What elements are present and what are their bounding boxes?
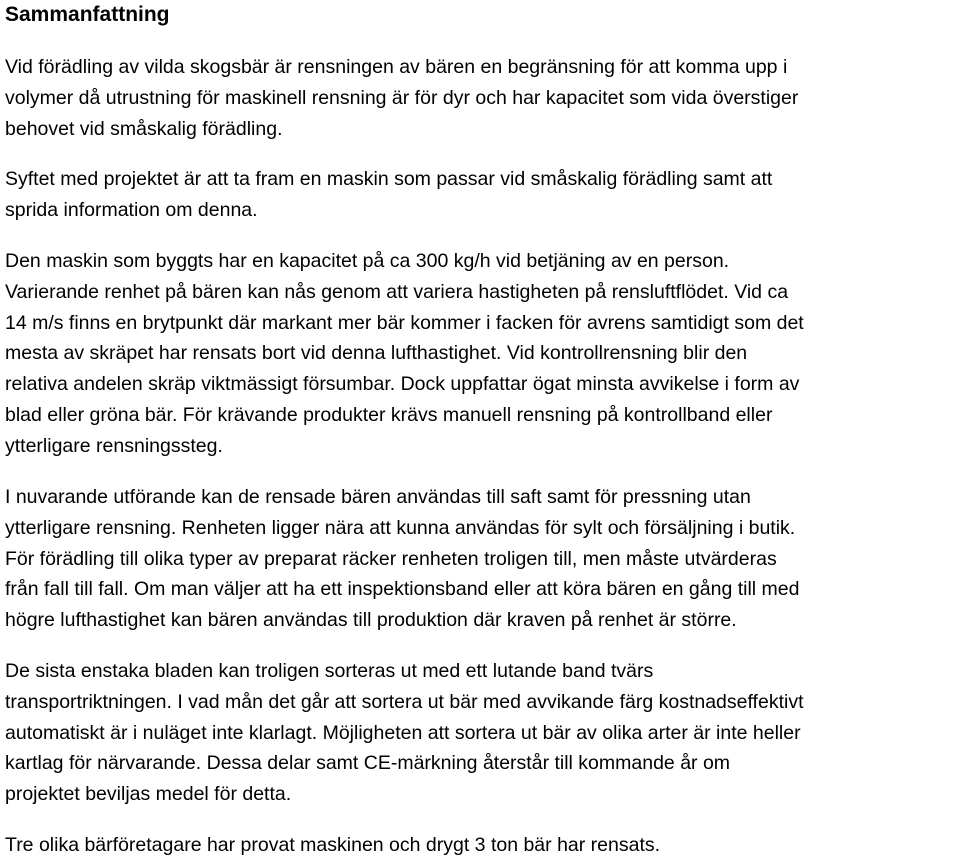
paragraph-machine (5, 246, 804, 462)
paragraph-line: behovet vid småskalig förädling. (5, 117, 283, 140)
paragraph-line: 14 m/s finns en brytpunkt där markant mer bär kommer i facken för avrens samtidigt som det (5, 311, 804, 334)
paragraph-line: blad eller gröna bär. För krävande produkter krävs manuell rensning på kontrollband eller (5, 403, 773, 426)
paragraph-conclusion (5, 830, 660, 861)
paragraph-purpose (5, 164, 772, 226)
paragraph-line: mesta av skräpet har rensats bort vid denna lufthastighet. Vid kontrollrensning blir den (5, 342, 748, 365)
paragraph-sorting (5, 656, 803, 810)
page-title: Sammanfattning (5, 3, 170, 26)
paragraph-line: I nuvarande utförande kan de rensade bären användas till saft samt för pressning utan (5, 486, 751, 508)
paragraph-line: sprida information om denna. (5, 198, 258, 221)
paragraph-line: Varierande renhet på bären kan nås genom att variera hastigheten på rensluftflödet. Vid ca (5, 280, 789, 303)
paragraph-line: Tre olika bärföretagare har provat maskinen och drygt 3 ton bär har rensats. (5, 834, 661, 856)
paragraph-intro (5, 52, 798, 144)
paragraph-line: volymer då utrustning för maskinell rensning är för dyr och har kapacitet som vida överstiger (5, 86, 799, 109)
paragraph-line: relativa andelen skräp viktmässigt försumbar. Dock uppfattar ögat minsta avvikelse i form av (5, 373, 800, 396)
paragraph-line: ytterligare rensningssteg. (5, 434, 223, 457)
paragraph-line: De sista enstaka bladen kan troligen sorteras ut med ett lutande band tvärs (5, 660, 654, 682)
paragraph-line: högre lufthastighet kan bären användas till produktion där kraven på renhet är större. (5, 609, 737, 632)
paragraph-line: projektet beviljas medel för detta. (5, 783, 292, 806)
paragraph-line: transportriktningen. I vad mån det går att sortera ut bär med avvikande färg kostnadseffektivt (5, 690, 804, 713)
paragraph-line: från fall till fall. Om man väljer att ha ett inspektionsband eller att köra bären en gång till med (5, 578, 800, 601)
paragraph-usage (5, 482, 800, 636)
paragraph-line: Vid förädling av vilda skogsbär är rensningen av bären en begränsning för att komma upp i (5, 56, 788, 78)
paragraph-line: Syftet med projektet är att ta fram en maskin som passar vid småskalig förädling samt att (5, 168, 773, 190)
paragraph-line: kartlag för närvarande. Dessa delar samt CE-märkning återstår till kommande år om (5, 752, 731, 775)
document-page (5, 0, 960, 856)
paragraph-line: Den maskin som byggts har en kapacitet på ca 300 kg/h vid betjäning av en person. (5, 250, 730, 272)
paragraph-line: ytterligare rensning. Renheten ligger nära att kunna användas för sylt och försäljning i butik. (5, 516, 796, 539)
paragraph-line: automatiskt är i nuläget inte klarlagt. Möjligheten att sortera ut bär av olika arter är inte heller (5, 721, 801, 744)
paragraph-line: För förädling till olika typer av preparat räcker renheten troligen till, men måste utvärderas (5, 547, 777, 570)
